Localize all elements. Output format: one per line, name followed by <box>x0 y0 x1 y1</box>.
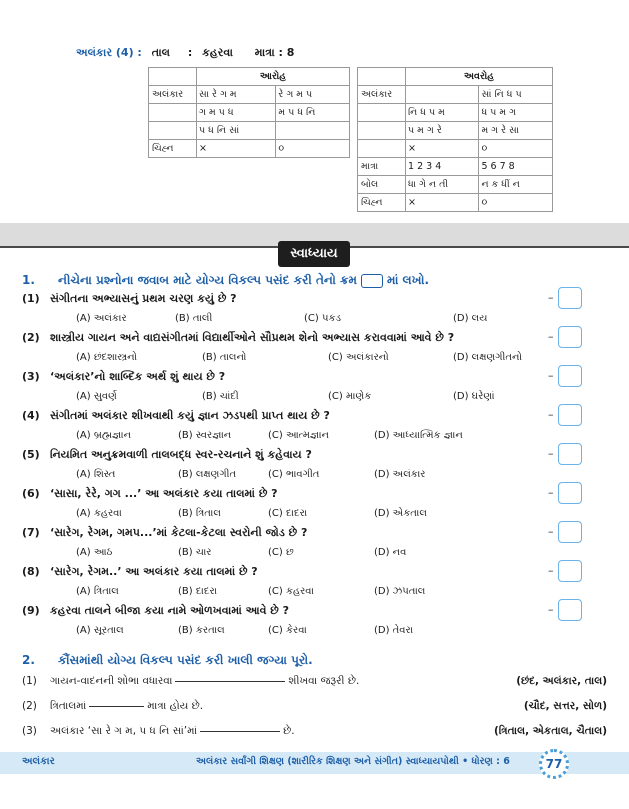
option-c: (C) અલંકારનો <box>328 352 389 363</box>
fill-number: (2) <box>22 700 37 712</box>
aroh-chinh-label: ચિહ્ન <box>149 140 197 158</box>
option-c: (C) પકડ <box>304 313 342 324</box>
question-number: (1) <box>22 292 40 305</box>
aroh-cell: મ પ ધ નિ <box>276 104 350 122</box>
option-c: (C) કેરવા <box>268 625 307 636</box>
question-text: શાસ્ત્રીય ગાયન અને વાદ્યસંગીતમાં વિદ્યાર્થીઓને સૌપ્રથમ શેનો અભ્યાસ કરાવવામાં આવે છે ? <box>50 331 455 344</box>
option-d: (D) લય <box>453 313 488 324</box>
option-d: (D) ઘરેણાં <box>453 391 495 402</box>
avroh-cell: પ મ ગ રે <box>406 122 479 140</box>
question-number: (2) <box>22 331 40 344</box>
option-b: (B) તાલનો <box>202 352 247 363</box>
answer-box[interactable] <box>558 521 582 543</box>
svadhyay-badge: સ્વાધ્યાય <box>278 241 350 267</box>
question-text: સંગીતમાં અલંકાર શીખવાથી કયું જ્ઞાન ઝડપથી પ્રાપ્ત થાય છે ? <box>50 409 330 422</box>
answer-box[interactable] <box>558 560 582 582</box>
option-a: (A) અલંકાર <box>76 313 127 324</box>
question <box>22 565 258 579</box>
answer-dash: – <box>548 291 554 304</box>
section-2-number: 2. <box>22 653 35 667</box>
section-1-text-after: માં લખો. <box>386 273 430 287</box>
avroh-cell: મ ગ રે સા <box>479 122 553 140</box>
option-d: (D) આધ્યાત્મિક જ્ઞાન <box>374 430 463 441</box>
avroh-cell: ધ પ મ ગ <box>479 104 553 122</box>
avroh-chinh-cell: × <box>406 194 479 212</box>
avroh-matra-cell: 1 2 3 4 <box>406 158 479 176</box>
question-text: ‘સાસા, રેરે, ગગ ...’ આ અલંકાર કયા તાલમાં છે ? <box>50 487 278 500</box>
blank-line[interactable] <box>175 681 285 682</box>
answer-box[interactable] <box>558 599 582 621</box>
fill-text-after: શીખવા જરૂરી છે. <box>288 675 360 687</box>
fill-hint: (ચૌદ, સત્તર, સોળ) <box>523 700 607 712</box>
question-number: (7) <box>22 526 40 539</box>
fill-text-after: માત્રા હોય છે. <box>147 700 204 712</box>
aroh-cell: સા રે ગ મ <box>197 86 276 104</box>
question-text: કહરવા તાલને બીજા કયા નામે ઓળખવામાં આવે છે ? <box>50 604 290 617</box>
option-b: (B) તાલી <box>175 313 213 324</box>
answer-dash: – <box>548 330 554 343</box>
aroh-cell <box>276 122 350 140</box>
avroh-bol-label: બોલ <box>358 176 406 194</box>
option-d: (D) એકતાલ <box>374 508 427 519</box>
option-b: (B) ચાંદી <box>202 391 239 402</box>
section-1-number: 1. <box>22 273 35 287</box>
question <box>22 526 307 540</box>
question <box>22 487 278 501</box>
option-a: (A) સુવર્ણ <box>76 391 117 402</box>
option-d: (D) તેવરા <box>374 625 414 636</box>
avroh-empty <box>358 140 406 158</box>
question-text: ‘સારેગ, રેગમ..’ આ અલંકાર કયા તાલમાં છે ? <box>50 565 258 578</box>
option-a: (A) આઠ <box>76 547 113 558</box>
section-2-title <box>22 653 313 668</box>
alankar-heading <box>76 46 294 60</box>
option-c: (C) કહરવા <box>268 586 314 597</box>
question <box>22 409 330 423</box>
question-number: (9) <box>22 604 40 617</box>
fill-text-after: છે. <box>283 725 295 737</box>
avroh-matra-label: માત્રા <box>358 158 406 176</box>
option-c: (C) ભાવગીત <box>268 469 320 480</box>
aroh-chinh-cell: × <box>197 140 276 158</box>
section-1-title <box>22 273 429 288</box>
option-b: (B) સ્વરજ્ઞાન <box>178 430 232 441</box>
question <box>22 448 312 462</box>
avroh-empty <box>358 104 406 122</box>
avroh-row-label: અલંકાર <box>358 86 406 104</box>
option-c: (C) દાદરા <box>268 508 308 519</box>
answer-box[interactable] <box>558 287 582 309</box>
option-c: (C) માણેક <box>328 391 372 402</box>
aroh-cell: પ ધ નિ સાં <box>197 122 276 140</box>
footer-chapter: અલંકાર <box>22 756 55 767</box>
option-d: (D) ઝપતાલ <box>374 586 426 597</box>
blank-line[interactable] <box>200 731 280 732</box>
question-number: (5) <box>22 448 40 461</box>
question-number: (8) <box>22 565 40 578</box>
option-a: (A) છંદશાસ્ત્રનો <box>76 352 138 363</box>
answer-box[interactable] <box>558 404 582 426</box>
question <box>22 604 289 618</box>
avroh-cell: સાં નિ ધ પ <box>479 86 553 104</box>
question <box>22 370 225 384</box>
matra-label: માત્રા : 8 <box>254 46 295 59</box>
aroh-cell: ગ મ પ ધ <box>197 104 276 122</box>
avroh-title: અવરોહ <box>406 68 553 86</box>
alankar-number: અલંકાર (4) : <box>76 46 142 59</box>
avroh-cell: નિ ધ પ મ <box>406 104 479 122</box>
taal-value: કહરવા <box>202 46 233 59</box>
option-b: (B) દાદરા <box>178 586 218 597</box>
answer-dash: – <box>548 564 554 577</box>
taal-label: તાલ <box>151 46 170 59</box>
question-text: નિયમિત અનુક્રમવાળી તાલબદ્ધ સ્વર-રચનાને શું કહેવાય ? <box>50 448 312 461</box>
answer-dash: – <box>548 369 554 382</box>
avroh-cell: ૦ <box>479 140 553 158</box>
option-a: (A) બ્રહ્મજ્ઞાન <box>76 430 132 441</box>
avroh-chinh-cell: ૦ <box>479 194 553 212</box>
aroh-corner <box>149 68 197 86</box>
aroh-table <box>148 67 350 158</box>
footer-book-title: અલંકાર સર્વાંગી શિક્ષણ (શારીરિક શિક્ષણ અને સંગીત) સ્વાધ્યાયપોથી • ધોરણ : 6 <box>196 756 510 767</box>
option-b: (B) કરતાલ <box>178 625 225 636</box>
answer-dash: – <box>548 447 554 460</box>
option-a: (A) ત્રિતાલ <box>76 586 119 597</box>
question-number: (4) <box>22 409 40 422</box>
fill-blank-item <box>22 675 359 688</box>
answer-box[interactable] <box>558 443 582 465</box>
page-number: 77 <box>539 749 569 779</box>
option-c: (C) આત્મજ્ઞાન <box>268 430 329 441</box>
aroh-empty <box>149 122 197 140</box>
option-a: (A) કહરવા <box>76 508 122 519</box>
option-c: (C) છ <box>268 547 294 558</box>
answer-dash: – <box>548 525 554 538</box>
fill-blank-item <box>22 725 295 738</box>
aroh-title: આરોહ <box>197 68 350 86</box>
fill-text-before: ત્રિતાલમાં <box>50 700 87 712</box>
answer-dash: – <box>548 603 554 616</box>
answer-box[interactable] <box>558 482 582 504</box>
avroh-bol-cell: ન ક ધીં ન <box>479 176 553 194</box>
fill-text-before: ગાયન-વાદનની શોભા વધારવા <box>50 675 173 687</box>
option-d: (D) લક્ષણગીતનો <box>453 352 522 363</box>
question <box>22 292 237 306</box>
avroh-cell <box>406 86 479 104</box>
option-d: (D) અલંકાર <box>374 469 426 480</box>
question-number: (6) <box>22 487 40 500</box>
question-text: ‘સારેગ, રેગમ, ગમપ...’માં કેટલા-કેટલા સ્વરોની જોડ છે ? <box>50 526 308 539</box>
aroh-row-label: અલંકાર <box>149 86 197 104</box>
option-a: (A) સૂરતાલ <box>76 625 124 636</box>
avroh-corner <box>358 68 406 86</box>
section-1-text: નીચેના પ્રશ્નોના જવાબ માટે યોગ્ય વિકલ્પ પસંદ કરી તેનો ક્રમ <box>58 273 357 287</box>
option-b: (B) ચાર <box>178 547 212 558</box>
option-d: (D) નવ <box>374 547 407 558</box>
avroh-cell: × <box>406 140 479 158</box>
fill-blank-item <box>22 700 203 713</box>
answer-box[interactable] <box>558 326 582 348</box>
avroh-bol-cell: ધા ગે ન તી <box>406 176 479 194</box>
answer-box-sample <box>361 274 383 288</box>
question-text: સંગીતના અભ્યાસનું પ્રથમ ચરણ કયું છે ? <box>50 292 237 305</box>
question-text: ‘અલંકાર’નો શાબ્દિક અર્થ શું થાય છે ? <box>50 370 226 383</box>
option-b: (B) ત્રિતાલ <box>178 508 221 519</box>
avroh-empty <box>358 122 406 140</box>
fill-hint: (છંદ, અલંકાર, તાલ) <box>516 675 607 687</box>
blank-line[interactable] <box>89 706 144 707</box>
aroh-cell: રે ગ મ પ <box>276 86 350 104</box>
question-number: (3) <box>22 370 40 383</box>
question <box>22 331 454 345</box>
answer-dash: – <box>548 486 554 499</box>
avroh-table <box>357 67 553 212</box>
fill-hint: (ત્રિતાલ, એકતાલ, ચૈતાલ) <box>493 725 607 737</box>
section-2-text: કૌંસમાંથી યોગ્ય વિકલ્પ પસંદ કરી ખાલી જગ્યા પૂરો. <box>58 653 313 667</box>
answer-dash: – <box>548 408 554 421</box>
fill-number: (1) <box>22 675 37 687</box>
fill-text-before: અલંકાર ‘સા રે ગ મ, પ ધ નિ સાં’માં <box>50 725 198 737</box>
aroh-empty <box>149 104 197 122</box>
avroh-chinh-label: ચિહ્ન <box>358 194 406 212</box>
avroh-matra-cell: 5 6 7 8 <box>479 158 553 176</box>
option-a: (A) શિસ્ત <box>76 469 116 480</box>
taal-colon: : <box>187 46 193 59</box>
answer-box[interactable] <box>558 365 582 387</box>
fill-number: (3) <box>22 725 37 737</box>
option-b: (B) લક્ષણગીત <box>178 469 237 480</box>
aroh-chinh-cell: ૦ <box>276 140 350 158</box>
